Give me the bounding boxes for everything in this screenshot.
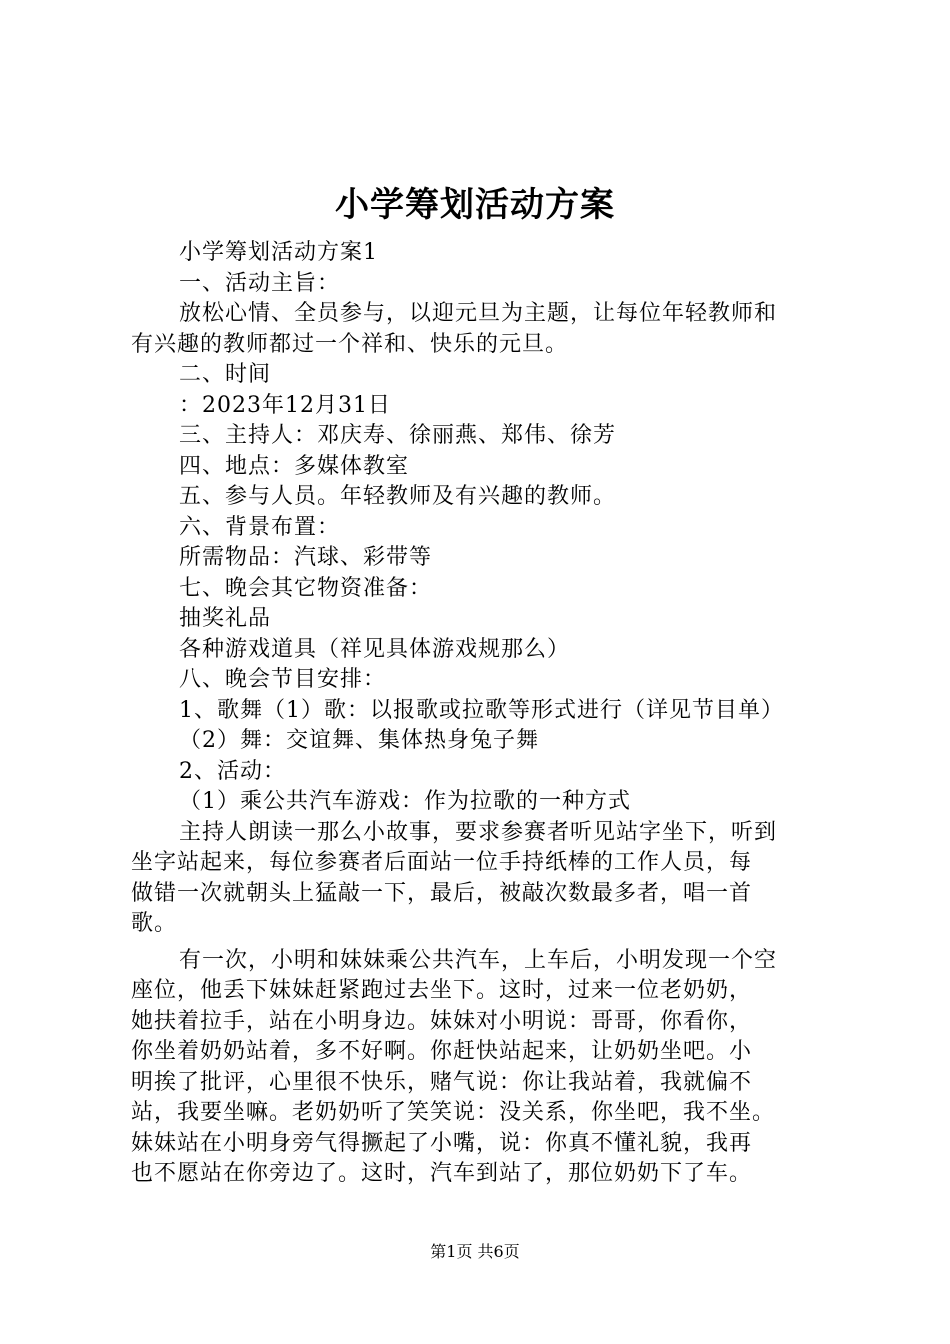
heading-hosts: 三、主持人：邓庆寿、徐丽燕、郑伟、徐芳 <box>179 423 617 448</box>
text-line: 妹妹站在小明身旁气得撅起了小嘴，说：你真不懂礼貌，我再 <box>131 1130 753 1156</box>
text-date: ：2023年12月31日 <box>179 392 391 418</box>
text-line: 明挨了批评，心里很不快乐，赌气说：你让我站着，我就偏不 <box>131 1069 753 1095</box>
document-title: 小学筹划活动方案 <box>335 185 615 225</box>
page-number: 第1页 共6页 <box>430 1242 520 1261</box>
paragraph-purpose <box>131 299 836 360</box>
text-line: 站，我要坐嘛。老奶奶听了笑笑说：没关系，你坐吧，我不坐。 <box>131 1100 776 1125</box>
text-line: 也不愿站在你旁边了。这时，汽车到站了，那位奶奶下了车。 <box>131 1161 753 1186</box>
text-line: 做错一次就朝头上猛敲一下，最后，被敲次数最多者，唱一首 <box>131 880 753 906</box>
text-line: 放松心情、全员参与，以迎元旦为主题，让每位年轻教师和 <box>179 301 778 326</box>
heading-background: 六、背景布置： <box>179 514 341 540</box>
text-materials: 所需物品：汽球、彩带等 <box>179 545 433 570</box>
heading-participants: 五、参与人员。年轻教师及有兴趣的教师。 <box>179 484 617 509</box>
paragraph-story <box>131 946 836 1190</box>
heading-location: 四、地点：多媒体教室 <box>179 453 410 479</box>
text-line: 坐字站起来，每位参赛者后面站一位手持纸棒的工作人员，每 <box>131 850 753 875</box>
text-line: 你坐着奶奶站着，多不好啊。你赶快站起来，让奶奶坐吧。小 <box>131 1039 753 1064</box>
heading-time: 二、时间 <box>179 362 272 387</box>
text-dance: （2）舞：交谊舞、集体热身兔子舞 <box>179 728 539 753</box>
text-song-dance: 1、歌舞（1）歌：以报歌或拉歌等形式进行（详见节目单） <box>179 697 784 723</box>
heading-purpose: 一、活动主旨： <box>179 270 341 296</box>
text-line: 有兴趣的教师都过一个祥和、快乐的元旦。 <box>131 331 569 357</box>
text-props: 各种游戏道具（祥见具体游戏规那么） <box>179 636 571 662</box>
text-line: 有一次，小明和妹妹乘公共汽车，上车后，小明发现一个空 <box>179 947 778 973</box>
section-heading: 小学筹划活动方案1 <box>179 240 378 265</box>
text-line: 她扶着拉手，站在小明身边。妹妹对小明说：哥哥，你看你， <box>131 1008 753 1034</box>
document-body <box>131 238 836 1190</box>
heading-program: 八、晚会节目安排： <box>179 667 387 692</box>
text-line: 主持人朗读一那么小故事，要求参赛者听见站字坐下，听到 <box>179 819 778 845</box>
heading-supplies: 七、晚会其它物资准备： <box>179 575 433 601</box>
text-line: 歌。 <box>131 911 178 936</box>
heading-activities: 2、活动： <box>179 758 286 784</box>
text-bus-game: （1）乘公共汽车游戏：作为拉歌的一种方式 <box>179 789 631 814</box>
paragraph-game-rules <box>131 818 836 940</box>
text-line: 座位，他丢下妹妹赶紧跑过去坐下。这时，过来一位老奶奶， <box>131 978 753 1003</box>
text-prizes: 抽奖礼品 <box>179 606 272 631</box>
